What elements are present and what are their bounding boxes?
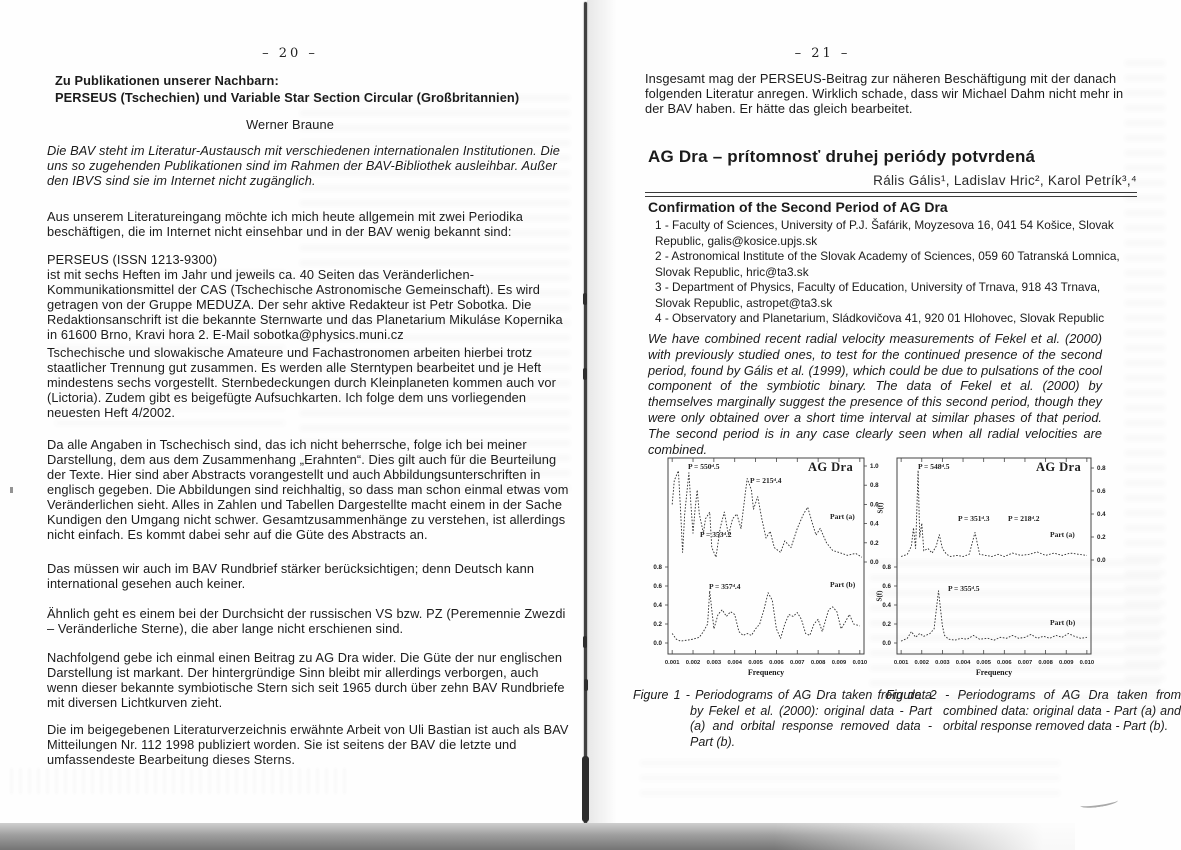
paragraph-angaben: Da alle Angaben in Tschechisch sind, das ich nicht beherrsche, folge ich bei meiner Darstellung, dem aus dem Zusammenhang „Erahnten“. Dies gilt auch für die Beurteilung der Texte. Hier sind aber Abstracts vorangestellt und auch Abbildungsunterschriften in englisch gegeben. Die Abbildungen sind reichhaltig, so dass man schon einmal etwas vom Veränderlichen sieht. Alles in Zahlen und Tabellen Dargestellte macht einem in der Sache Kundigen den Umgang nicht schwer. Gesamtzusammenhänge zu verstehen, ist allerdings nicht einfach. Es kommt dabei sehr auf die Güte des Abstracts an. — [47, 437, 569, 542]
svg-text:0.6: 0.6 — [882, 583, 891, 590]
affiliation-3: 3 - Department of Physics, Faculty of Education, University of Trnava, 918 43 Trnava, Slovak Republic, astropet@ta3.sk — [655, 280, 1101, 310]
figure-2-peak-label-351: P = 351ᵈ.3 — [958, 514, 990, 523]
figure-1-star-name: AG Dra — [808, 460, 854, 474]
paragraph-insgesamt: Insgesamt mag der PERSEUS-Beitrag zur näheren Beschäftigung mit der danach folgenden Literatur anregen. Wirklich schade, dass wir Michael Dahm nicht mehr in der BAV haben. Er hätte das gleich bearbeitet. — [645, 71, 1124, 116]
staple-mark-3 — [583, 636, 587, 648]
article-authors: Rális Gális¹, Ladislav Hric², Karol Petrík³,⁴ — [873, 173, 1137, 188]
figure-2-peak-label-355: P = 355ᵈ.5 — [948, 584, 980, 593]
figure-1-peak-label-215: P = 215ᵈ.4 — [750, 476, 782, 485]
paragraph-rundbrief: Das müssen wir auch im BAV Rundbrief stärker berücksichtigen; denn Deutsch kann international gesehen auch keiner. — [47, 561, 535, 591]
svg-text:1.0: 1.0 — [870, 463, 879, 470]
svg-text:0.005: 0.005 — [976, 660, 991, 666]
article-heading-left — [55, 72, 580, 106]
gutter-bottom-shadow — [582, 756, 589, 822]
affiliation-list — [655, 218, 1133, 327]
figure-2-periodogram — [874, 452, 1122, 688]
figure-2-plot-canvas — [874, 452, 1122, 688]
svg-text:0.003: 0.003 — [706, 660, 722, 666]
svg-text:0.008: 0.008 — [1038, 660, 1053, 666]
figure-1-part-b-label: Part (b) — [830, 580, 856, 589]
svg-text:0.0: 0.0 — [653, 640, 662, 647]
svg-text:0.010: 0.010 — [852, 660, 868, 666]
staple-mark-2 — [583, 368, 587, 380]
figure-2-part-a-label: Part (a) — [1050, 530, 1075, 539]
figure-1-part-a-label: Part (a) — [830, 512, 855, 521]
svg-text:0.2: 0.2 — [1097, 534, 1106, 541]
paragraph-russische-vs: Ähnlich geht es einem bei der Durchsicht der russischen VS bzw. PZ (Peremennie Zwezdi – Veränderliche Sterne), die aber lange nicht erschienen sind. — [47, 606, 566, 636]
figure-1-y-axis-label: S(f) — [876, 502, 885, 514]
perseus-issn-line: PERSEUS (ISSN 1213-9300) — [47, 252, 218, 267]
svg-text:0.8: 0.8 — [1097, 465, 1106, 472]
affiliation-4: 4 - Observatory and Planetarium, Sládkovičova 41, 920 01 Hlohovec, Slovak Republic — [655, 311, 1105, 325]
heading-line-1: Zu Publikationen unserer Nachbarn: — [55, 73, 279, 88]
paragraph-tschechische: Tschechische und slowakische Amateure und Fachastronomen arbeiten hierbei trotz staatlicher Trennung gut zusammen. Es werden alle Sterntypen bearbeitet und je Heft mindestens sechs vorgestellt. Sternbedeckungen durch Kleinplaneten kommen auch vor (Lictoria). Zudem gibt es beigefügte Aufsuchkarten. Ich folge dem uns vorliegenden neuesten Heft 4/2002. — [47, 345, 556, 420]
article-abstract: We have combined recent radial velocity measurements of Fekel et al. (2000) with previously studied ones, to test for the continued presence of the second period, found by Gális et al. (1999), which could be due to pulsations of the cool component of the symbiotic binary. The data of Fekel et al. (2000) by themselves marginally suggest the presence of this second period, though they were only obtained over a short time interval at similar phases of that period. The second period is in any case clearly seen when all radial velocities are combined. — [648, 331, 1102, 457]
svg-text:0.002: 0.002 — [914, 660, 930, 666]
figure-2-y-axis-label: S(f) — [875, 590, 884, 602]
figure-2-caption: Figure 2 - Periodograms of AG Dra taken from combined data: original data - Part (a) and orbital response removed data - Part (b). — [886, 688, 1181, 733]
article-title: AG Dra – prítomnosť druhej periódy potvrdená — [648, 147, 1036, 166]
svg-text:0.2: 0.2 — [870, 539, 879, 547]
byline: Werner Braune — [246, 117, 334, 132]
svg-text:0.005: 0.005 — [748, 660, 763, 666]
svg-text:0.2: 0.2 — [653, 621, 662, 628]
svg-text:0.6: 0.6 — [870, 501, 879, 509]
svg-text:0.4: 0.4 — [882, 602, 891, 609]
figure-2-peak-label-548: P = 548ᵈ.5 — [918, 462, 950, 471]
figure-1-periodogram — [653, 452, 894, 688]
perseus-description: ist mit sechs Heften im Jahr und jeweils ca. 40 Seiten das Veränderlichen-Kommunikationsmittel der CAS (Tschechische Astronomische Gemeinschaft). Es wird getragen von der Gruppe MEDUZA. Der sehr aktive Redakteur ist Petr Sobotka. Die Redaktionsanschrift ist die bekannte Sternwarte und das Planetarium Mikuláse Kopernika in 61600 Brno, Kravi hora 2. E-Mail sobotka@physics.muni.cz — [47, 267, 563, 342]
svg-text:Frequency: Frequency — [975, 668, 1013, 677]
page-number-left: – 20 – — [262, 46, 318, 61]
svg-text:0.004: 0.004 — [727, 660, 742, 666]
figure-1-peak-label-550: P = 550ᵈ.5 — [688, 462, 720, 471]
svg-text:0.4: 0.4 — [1097, 511, 1106, 518]
affiliation-1: 1 - Faculty of Sciences, University of P.J. Šafárik, Moyzesova 16, 041 54 Košice, Slovak Republic, galis@kosice.upjs.sk — [655, 218, 1114, 248]
figure-1-peak-label-353: P = 353ᵈ.2 — [700, 530, 732, 539]
figure-1-plot-canvas — [653, 452, 894, 688]
svg-text:0.6: 0.6 — [1097, 488, 1106, 495]
paragraph-perseus — [47, 252, 569, 342]
svg-text:0.001: 0.001 — [664, 660, 680, 666]
svg-text:0.009: 0.009 — [1058, 660, 1074, 666]
svg-text:0.0: 0.0 — [882, 640, 891, 647]
svg-text:0.8: 0.8 — [653, 564, 662, 571]
svg-text:0.0: 0.0 — [870, 559, 879, 566]
svg-text:0.007: 0.007 — [790, 660, 805, 666]
staple-mark-4 — [584, 679, 588, 691]
svg-text:0.8: 0.8 — [882, 564, 891, 571]
paragraph-ag-dra-beitrag: Nachfolgend gebe ich einmal einen Beitrag zu AG Dra wider. Die Güte der nur englischen Darstellung ist markant. Der hintergründige Sinn bleibt mir allerdings verborgen, auch wenn dieser bekannte symbiotische Stern sich seit 1965 durch über zehn BAV Rundbriefe mit diversen Lichtkurven zieht. — [47, 650, 565, 710]
scan-bottom-shadow-band — [0, 823, 1075, 850]
page-number-right: – 21 – — [794, 46, 851, 61]
svg-text:0.006: 0.006 — [769, 660, 784, 666]
svg-text:0.010: 0.010 — [1079, 660, 1095, 666]
section-heading-confirmation: Confirmation of the Second Period of AG Dra — [648, 199, 948, 215]
svg-text:0.4: 0.4 — [653, 602, 662, 609]
affiliation-2: 2 - Astronomical Institute of the Slovak Academy of Sciences, 059 60 Tatranská Lomnica, Slovak Republic, hric@ta3.sk — [655, 249, 1120, 279]
gutter-fold-line — [584, 2, 587, 826]
svg-text:0.002: 0.002 — [685, 660, 701, 666]
paragraph-uli-bastian: Die im beigegebenen Literaturverzeichnis erwähnte Arbeit von Uli Bastian ist auch als BAV Mitteilungen Nr. 112 1998 publiziert worden. Sie ist seitens der BAV die letzte und umfassendeste Bearbeitung dieses Sterns. — [47, 722, 569, 767]
svg-text:0.2: 0.2 — [882, 621, 891, 628]
svg-text:0.001: 0.001 — [893, 660, 909, 666]
svg-text:0.6: 0.6 — [653, 583, 662, 590]
staple-mark-1 — [583, 293, 587, 305]
svg-text:Frequency: Frequency — [747, 668, 785, 677]
svg-text:0.8: 0.8 — [870, 482, 879, 490]
figure-1-caption: Figure 1 - Periodograms of AG Dra taken from data by Fekel et al. (2000): original data - Part (a) and orbital response removed data - Part (b). — [633, 688, 932, 749]
page-left — [0, 0, 584, 850]
svg-text:0.004: 0.004 — [955, 660, 971, 666]
margin-speck — [10, 487, 13, 493]
rule-under-authors — [645, 192, 1137, 197]
heading-line-2: PERSEUS (Tschechien) und Variable Star Section Circular (Großbritannien) — [55, 90, 520, 105]
figure-1-peak-label-357: P = 357ᵈ.4 — [709, 582, 741, 591]
figure-2-part-b-label: Part (b) — [1050, 618, 1076, 627]
svg-text:0.006: 0.006 — [997, 660, 1012, 666]
svg-text:0.007: 0.007 — [1017, 660, 1033, 666]
svg-text:0.003: 0.003 — [935, 660, 950, 666]
figure-2-peak-label-218: P = 218ᵈ.2 — [1008, 514, 1040, 523]
figure-2-star-name: AG Dra — [1036, 460, 1082, 474]
svg-text:0.0: 0.0 — [1097, 557, 1106, 564]
intro-italic-paragraph: Die BAV steht im Literatur-Austausch mit verschiedenen internationalen Institutionen. Die uns so zugehenden Publikationen sind im Rahmen der BAV-Bibliothek ausleihbar. Außer den IBVS sind sie im Internet nicht zugänglich. — [47, 143, 560, 188]
svg-text:0.008: 0.008 — [810, 660, 826, 666]
svg-text:0.4: 0.4 — [870, 520, 879, 528]
paragraph-literatureingang: Aus unserem Literatureingang möchte ich mich heute allgemein mit zwei Periodika beschäftigen, die im Internet nicht einsehbar und in der BAV wenig bekannt sind: — [47, 209, 523, 239]
svg-text:0.009: 0.009 — [831, 660, 847, 666]
